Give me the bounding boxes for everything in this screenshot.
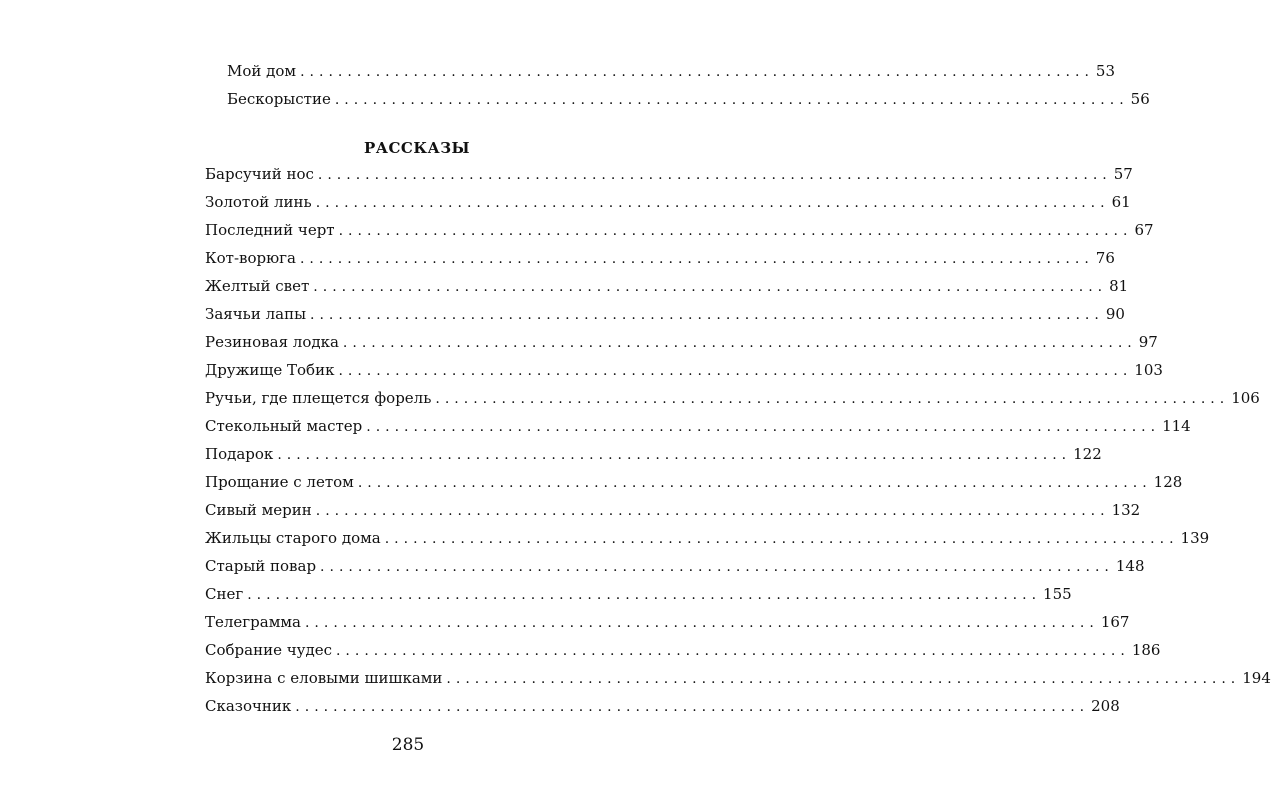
toc-entry-title: Дружище Тобик: [205, 361, 335, 379]
toc-entry: [205, 417, 1191, 436]
toc-entry-title: Жильцы старого дома: [205, 529, 381, 547]
toc-entry-page: 128: [1153, 473, 1183, 491]
leader-dots: ....................................................................................: [315, 195, 1110, 211]
toc-entry-page: 148: [1115, 557, 1145, 575]
leader-dots: ....................................................................................: [446, 671, 1241, 687]
leader-dots: ....................................................................................: [247, 587, 1042, 603]
toc-entry: [205, 249, 1115, 268]
toc-entry: [205, 221, 1154, 240]
toc-entry: [205, 193, 1131, 212]
toc-entry-page: 57: [1113, 165, 1133, 183]
toc-entry-page: 76: [1095, 249, 1115, 267]
leader-dots: ....................................................................................: [366, 419, 1161, 435]
toc-entry-page: 67: [1134, 221, 1154, 239]
toc-entry: [205, 165, 1133, 184]
leader-dots: ....................................................................................: [338, 363, 1133, 379]
toc-entry: [205, 305, 1125, 324]
leader-dots: ....................................................................................: [338, 223, 1133, 239]
toc-entry-page: 114: [1162, 417, 1191, 435]
toc-entry-title: Стекольный мастер: [205, 417, 363, 435]
toc-entry-title: Желтый свет: [205, 277, 310, 295]
leader-dots: ....................................................................................: [295, 699, 1090, 715]
toc-entry: [205, 501, 1141, 520]
leader-dots: ....................................................................................: [357, 475, 1152, 491]
toc-entry-page: 61: [1111, 193, 1131, 211]
toc-entry-page: 53: [1095, 62, 1116, 80]
leader-dots: ....................................................................................: [313, 279, 1108, 295]
toc-entry-page: 167: [1100, 613, 1130, 631]
leader-dots: ....................................................................................: [342, 335, 1137, 351]
toc-entry-page: 90: [1105, 305, 1125, 323]
leader-dots: ....................................................................................: [334, 92, 1129, 108]
toc-entry-title: Золотой линь: [205, 193, 312, 211]
toc-entry-page: 208: [1091, 697, 1120, 715]
leader-dots: ....................................................................................: [299, 251, 1094, 267]
toc-entry: [205, 669, 1271, 688]
toc-entry: [205, 445, 1102, 464]
toc-entry: [205, 361, 1163, 380]
toc-entry: [205, 389, 1260, 408]
toc-entry-page: 194: [1242, 669, 1271, 687]
toc-entry-title: Снег: [205, 585, 244, 603]
toc-entry: [205, 529, 1210, 548]
toc-entry-page: 106: [1231, 389, 1260, 407]
toc-entry-page: 155: [1043, 585, 1072, 603]
toc-entry-page: 132: [1111, 501, 1141, 519]
toc-entry: [205, 333, 1158, 352]
toc-entry-title: Барсучий нос: [205, 165, 314, 183]
toc-entry-title: Подарок: [205, 445, 274, 463]
toc-entry-title: Резиновая лодка: [205, 333, 339, 351]
toc-entry-title: Мой дом: [227, 62, 297, 80]
leader-dots: ....................................................................................: [300, 64, 1094, 80]
toc-entry-title: Сивый мерин: [205, 501, 312, 519]
leader-dots: ....................................................................................: [335, 643, 1130, 659]
toc-entry: [227, 90, 1150, 109]
toc-entry-title: Ручьи, где плещется форель: [205, 389, 432, 407]
toc-entry: [205, 557, 1145, 576]
toc-entry-page: 56: [1130, 90, 1150, 108]
leader-dots: ....................................................................................: [317, 167, 1112, 183]
toc-entry: [227, 62, 1116, 81]
toc-entry-page: 97: [1138, 333, 1158, 351]
toc-entry-page: 122: [1073, 445, 1102, 463]
toc-entry-page: 103: [1134, 361, 1163, 379]
toc-entry-title: Прощание с летом: [205, 473, 354, 491]
toc-entry-title: Телеграмма: [205, 613, 301, 631]
section-heading: РАССКАЗЫ: [363, 139, 471, 157]
toc-entry-title: Собрание чудес: [205, 641, 332, 659]
toc-entry-title: Бескорыстие: [227, 90, 331, 108]
toc-entry: [205, 585, 1072, 604]
leader-dots: ....................................................................................: [435, 391, 1230, 407]
toc-entry-page: 186: [1131, 641, 1161, 659]
toc-entry: [205, 277, 1129, 296]
leader-dots: ....................................................................................: [384, 531, 1179, 547]
leader-dots: ....................................................................................: [315, 503, 1110, 519]
toc-entry-title: Последний черт: [205, 221, 335, 239]
toc-entry-title: Заячьи лапы: [205, 305, 307, 323]
leader-dots: ....................................................................................: [310, 307, 1104, 323]
toc-entry-page: 139: [1180, 529, 1210, 547]
toc-entry: [205, 613, 1130, 632]
toc-entry-title: Кот-ворюга: [205, 249, 296, 267]
toc-entry-page: 81: [1109, 277, 1129, 295]
toc-entry-title: Сказочник: [205, 697, 292, 715]
leader-dots: ....................................................................................: [304, 615, 1099, 631]
toc-entry-title: Корзина с еловыми шишками: [205, 669, 443, 687]
leader-dots: ....................................................................................: [277, 447, 1072, 463]
toc-entry: [205, 473, 1183, 492]
page-number: 285: [391, 735, 425, 755]
toc-entry: [205, 697, 1120, 716]
toc-entry-title: Старый повар: [205, 557, 317, 575]
leader-dots: ....................................................................................: [320, 559, 1114, 575]
toc-entry: [205, 641, 1161, 660]
